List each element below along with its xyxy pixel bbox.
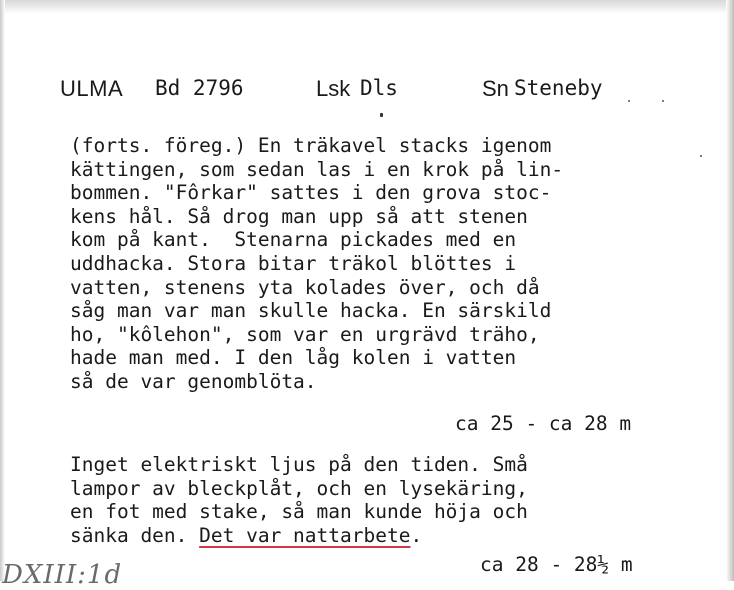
paragraph-1 (70, 134, 680, 394)
text-segment: sänka den. (70, 523, 200, 547)
period: . (410, 523, 423, 547)
ink-speck (662, 100, 664, 102)
ink-speck (700, 155, 702, 157)
text-line-last (70, 524, 680, 548)
ink-speck (628, 100, 630, 102)
underlined-phrase: Det var nattarbete (199, 523, 411, 547)
text-line: uddhacka. Stora bitar träkol blöttes i (70, 251, 517, 275)
text-line: kens hål. Så drog man upp så att stenen (70, 204, 528, 228)
text-line: (forts. föreg.) En träkavel stacks igenom (70, 134, 552, 157)
volume-number: Bd 2796 (155, 76, 244, 100)
text-line: Inget elektriskt ljus på den tiden. Små (70, 453, 528, 476)
recording-time-2: ca 28 - 28½ m (480, 553, 633, 576)
text-line: så de var genomblöta. (70, 369, 317, 393)
parish-label: Sn (482, 76, 509, 101)
card-right-edge (726, 0, 734, 581)
archive-name: ULMA (60, 76, 124, 101)
text-line: en fot med stake, så man kunde höja och (70, 500, 528, 524)
text-line: kom på kant. Stenarna pickades med en (70, 228, 517, 252)
archive-mark: DXIII:1d (2, 560, 123, 590)
text-line: kättingen, som sedan las i en krok på lin- (70, 157, 564, 181)
text-line: vatten, stenens yta kolades över, och då (70, 275, 540, 299)
card-top-edge (0, 0, 734, 14)
text-line: bommen. "Fôrkar" sattes i den grova stoc- (70, 181, 552, 205)
parish-value: Steneby (514, 76, 603, 100)
recording-time-1: ca 25 - ca 28 m (455, 412, 632, 435)
card-header (60, 76, 660, 110)
text-line: hade man med. I den låg kolen i vatten (70, 346, 517, 370)
card-left-edge (0, 0, 5, 581)
text-line: såg man var man skulle hacka. En särskild (70, 299, 552, 323)
province-label: Lsk (316, 76, 351, 101)
text-line: lampor av bleckplåt, och en lysekäring, (70, 476, 528, 500)
paragraph-2 (70, 453, 680, 547)
text-line: ho, "kôlehon", som var en urgrävd träho, (70, 322, 540, 346)
province-value: Dls (360, 76, 398, 100)
ink-dot (380, 113, 383, 117)
